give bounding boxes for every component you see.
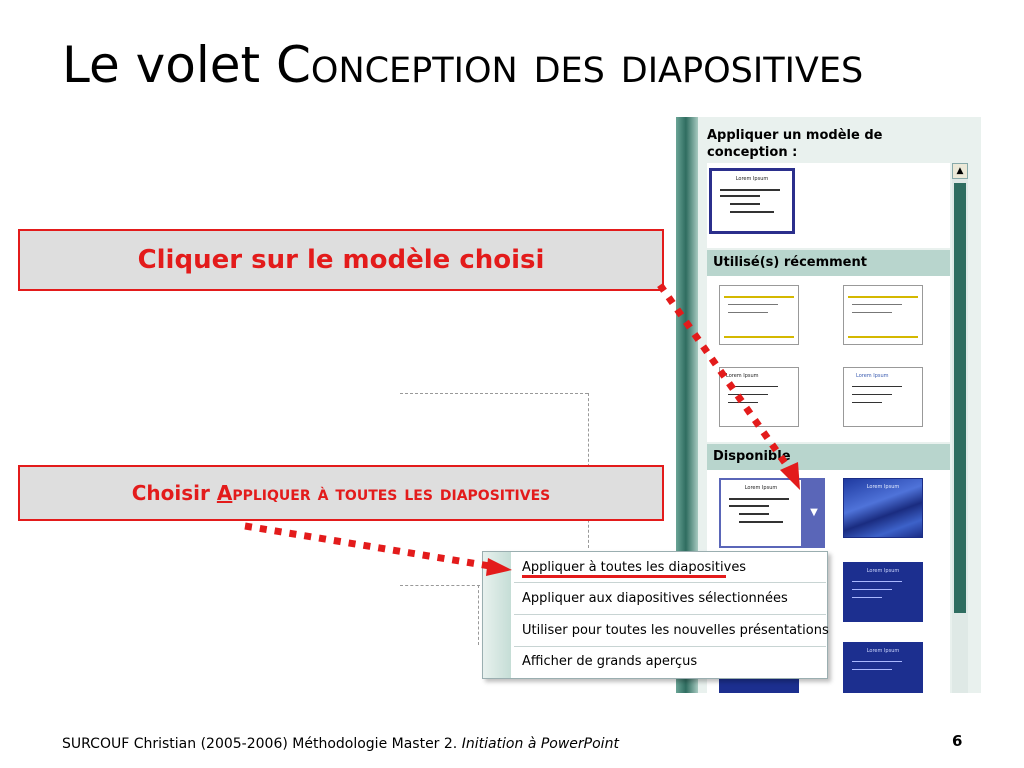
footer xyxy=(62,736,619,752)
menu-item-large-previews[interactable]: Afficher de grands aperçus xyxy=(522,654,698,669)
arrow-to-menu xyxy=(245,526,490,566)
pane-heading: Appliquer un modèle de conception : xyxy=(707,128,883,160)
callout-choose-prefix: Choisir xyxy=(131,481,217,505)
thumb-title: Lorem Ipsum xyxy=(866,568,900,574)
menu-item-use-for-new[interactable]: Utiliser pour toutes les nouvelles présentations xyxy=(522,623,829,638)
menu-item-apply-selected[interactable]: Appliquer aux diapositives sélectionnées xyxy=(522,591,788,606)
thumb-title: Lorem Ipsum xyxy=(735,176,769,182)
section-available: Disponible xyxy=(707,444,950,470)
callout-click-model-text: Cliquer sur le modèle choisi xyxy=(137,245,545,275)
title-smallcaps: onception des diapositives xyxy=(310,36,864,94)
menu-item-apply-all[interactable]: Appliquer à toutes les diapositives xyxy=(522,560,747,575)
section-recent: Utilisé(s) récemment xyxy=(707,250,950,276)
callout-choose-underlined: A xyxy=(216,481,233,505)
arrow-head-model xyxy=(780,462,800,490)
chevron-down-icon: ▼ xyxy=(810,507,818,518)
thumb-title: Lorem Ipsum xyxy=(744,485,778,491)
footer-italic: Initiation à PowerPoint xyxy=(461,736,619,752)
scroll-up-arrow-icon[interactable]: ▲ xyxy=(952,163,968,179)
title-prefix: Le volet C xyxy=(62,36,311,94)
thumb-title: Lorem Ipsum xyxy=(866,648,900,654)
thumb-title: Lorem Ipsum xyxy=(856,373,889,379)
footer-text: SURCOUF Christian (2005-2006) Méthodologie Master 2. xyxy=(62,736,462,752)
thumb-title: Lorem Ipsum xyxy=(726,373,759,379)
arrow-to-model xyxy=(660,285,790,470)
arrow-head-menu xyxy=(486,558,512,576)
callout-choose-smallcaps: ppliquer à toutes les diapositives xyxy=(232,481,551,505)
thumb-title: Lorem Ipsum xyxy=(866,484,900,490)
page-number: 6 xyxy=(952,732,963,750)
